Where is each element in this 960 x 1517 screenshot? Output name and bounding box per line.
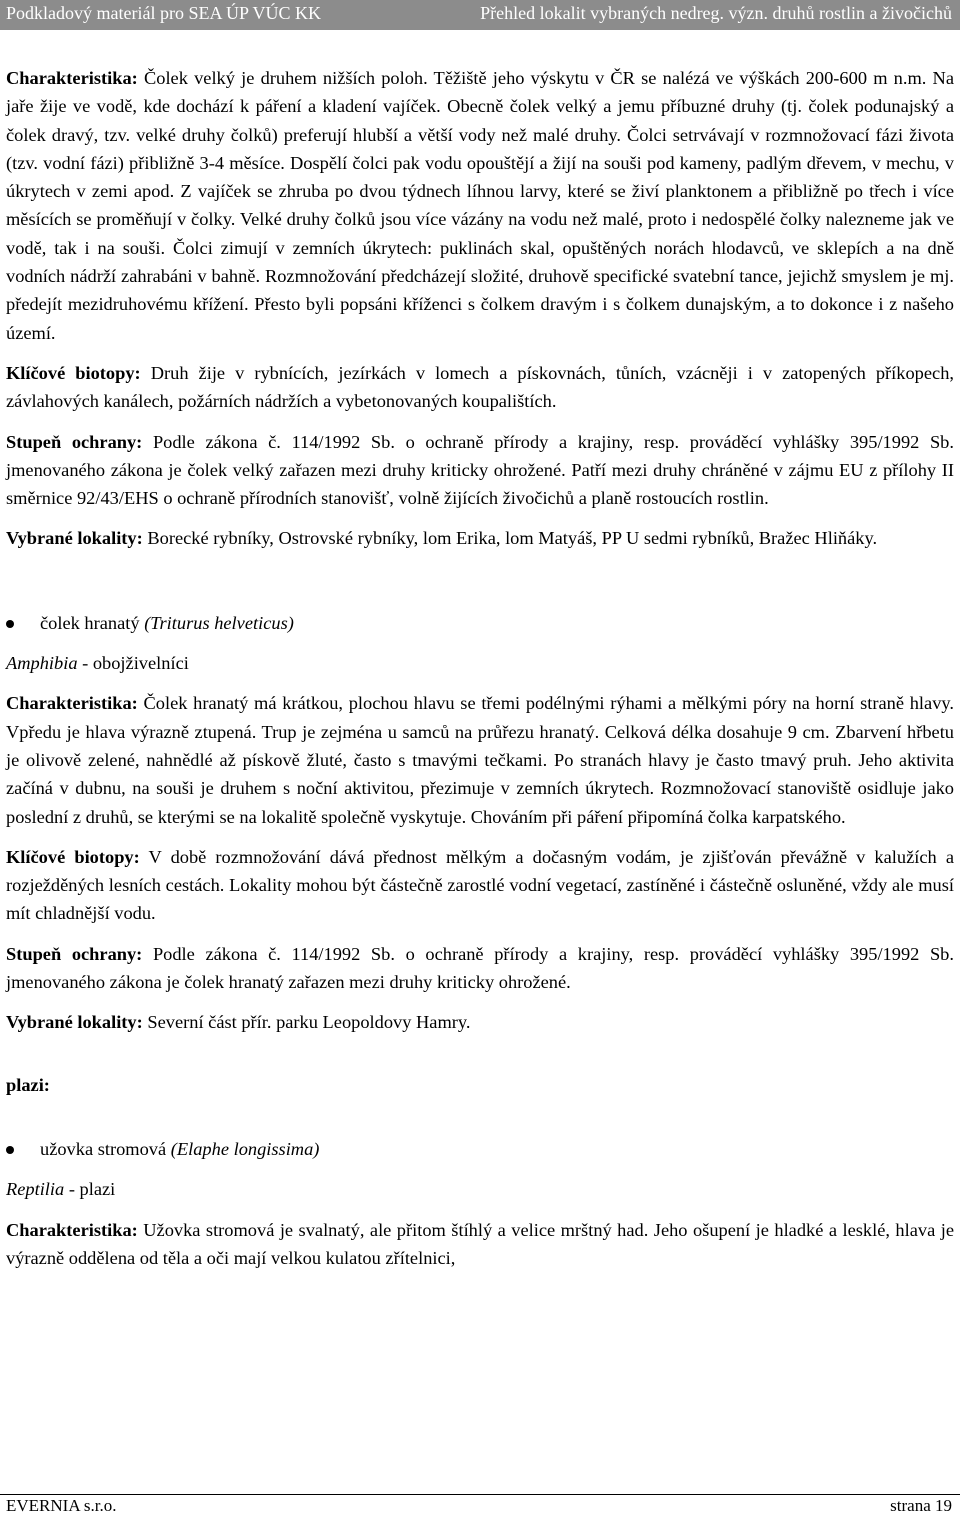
label-characteristics: Charakteristika: bbox=[6, 68, 138, 88]
paragraph-protection-1 bbox=[6, 428, 954, 513]
class-latin: Amphibia bbox=[6, 653, 78, 674]
species-name: užovka stromová bbox=[40, 1138, 167, 1159]
text-characteristics-1: Čolek velký je druhem nižších poloh. Těžiště jeho výskytu v ČR se nalézá ve výškách 200-600 m n.m. Na jaře žije ve vodě, kde dochází k páření a kladení vajíček. Obecně čolek velký a jemu příbuzné druhy (tj. čolek podunajský a čolek dravý, tzv. velké druhy čolků) preferují hlubší a větší vody než malé druhy. Čolci setrvávají v rozmnožovací fázi života (tzv. vodní fázi) přibližně 3-4 měsíce. Dospělí čolci pak vodu opouštějí a žijí na souši pod kameny, padlým dřevem, v mechu, v úkrytech v zemi apod. Z vajíček se zhruba po dvou týdnech líhnou larvy, které se živí planktonem a přibližně po třech i více měsících se proměňují v čolky. Velké druhy čolků jsou více vázány na vodu než malé, proto i nedospělé čolky nalezneme jak ve vodě, tak i na souši. Čolci zimují v zemních úkrytech: puklinách skal, opuštěných norách hlodavců, ve sklepích a na dně vodních nádrží zahrabáni v bahně. Rozmnožování předcházejí složité, druhově specifické svatební tance, jejichž smyslem je mj. předejít mezidruhovému křížení. Přesto byli popsáni kříženci s čolkem dravým i s čolkem dunajským, a to dokonce i z našeho území. bbox=[6, 68, 954, 343]
paragraph-characteristics-3 bbox=[6, 1216, 954, 1273]
paragraph-characteristics-2 bbox=[6, 689, 954, 830]
page-footer bbox=[0, 1494, 960, 1517]
label-protection: Stupeň ochrany: bbox=[6, 943, 143, 964]
page-header bbox=[0, 0, 960, 30]
text-protection-1: Podle zákona č. 114/1992 Sb. o ochraně přírody a krajiny, resp. prováděcí vyhlášky 395/1992 Sb. jmenovaného zákona je čolek velký zařazen mezi druhy kriticky ohrožené. Patří mezi druhy chráněné v zájmu EU z přílohy II směrnice 92/43/EHS o ochraně přírodních stanovišť, volně žijících živočichů a planě rostoucích rostlin. bbox=[6, 431, 954, 509]
class-latin: Reptilia bbox=[6, 1179, 65, 1200]
document-body bbox=[6, 64, 954, 1272]
class-local: - obojživelníci bbox=[77, 653, 189, 674]
bullet-icon bbox=[6, 1146, 14, 1154]
footer-company: EVERNIA s.r.o. bbox=[6, 1496, 117, 1515]
footer-page-number: strana 19 bbox=[890, 1496, 952, 1515]
species-heading-elaphe-longissima bbox=[6, 1135, 954, 1163]
text-localities-1: Borecké rybníky, Ostrovské rybníky, lom Erika, lom Matyáš, PP U sedmi rybníků, Bražec Hliňáky. bbox=[147, 528, 878, 549]
label-localities: Vybrané lokality: bbox=[6, 1012, 143, 1033]
species-latin-name: (Triturus helveticus) bbox=[144, 612, 294, 633]
label-localities: Vybrané lokality: bbox=[6, 528, 143, 549]
paragraph-biotopes-2 bbox=[6, 843, 954, 928]
species-class bbox=[6, 1175, 954, 1203]
text-characteristics-2: Čolek hranatý má krátkou, plochou hlavu se třemi podélnými rýhami a mělkými póry na horní straně hlavy. Vpředu je hlava výrazně ztupená. Trup je zejména u samců na průřezu hranatý. Celková délka dosahuje 9 cm. Zbarvení hřbetu je olivově zelené, nahnědlé až pískově žluté, často s tmavými tečkami. Po stranách hlavy je často tmavý pruh. Jeho aktivita začíná v dubnu, na souši je druhem s noční aktivitou, přezimuje v zemních úkrytech. Rozmnožovací stanoviště osidluje jako poslední z druhů, se kterými se na lokalitě společně vyskytuje. Chováním při páření připomíná čolka karpatského. bbox=[6, 693, 954, 827]
species-name: čolek hranatý bbox=[40, 612, 140, 633]
text-biotopes-2: V době rozmnožování dává přednost mělkým a dočasným vodám, je zjišťován převážně v kalužích a rozježděných lesních cestách. Lokality mohou být částečně zarostlé vodní vegetací, zastíněné i částečně osluněné, vždy ale musí mít chladnější vodu. bbox=[6, 846, 954, 924]
label-protection: Stupeň ochrany: bbox=[6, 431, 143, 452]
text-localities-2: Severní část přír. parku Leopoldovy Hamry. bbox=[147, 1012, 471, 1033]
class-local: - plazi bbox=[64, 1179, 116, 1200]
text-biotopes-1: Druh žije v rybnících, jezírkách v lomech a pískovnách, tůních, vzácněji i v zatopených příkopech, závlahových kanálech, požárních nádržích a vybetonovaných koupalištích. bbox=[6, 362, 954, 412]
header-right-text: Přehled lokalit vybraných nedreg. význ. druhů rostlin a živočichů bbox=[480, 3, 952, 23]
label-characteristics: Charakteristika: bbox=[6, 693, 138, 714]
species-latin-name: (Elaphe longissima) bbox=[170, 1138, 320, 1159]
header-left-text: Podkladový materiál pro SEA ÚP VÚC KK bbox=[6, 3, 321, 23]
label-biotopes: Klíčové biotopy: bbox=[6, 846, 140, 867]
bullet-icon bbox=[6, 620, 14, 628]
text-protection-2: Podle zákona č. 114/1992 Sb. o ochraně přírody a krajiny, resp. prováděcí vyhlášky 395/1992 Sb. jmenovaného zákona je čolek hranatý zařazen mezi druhy kriticky ohrožené. bbox=[6, 943, 954, 993]
paragraph-protection-2 bbox=[6, 940, 954, 997]
label-characteristics: Charakteristika: bbox=[6, 1219, 138, 1240]
paragraph-localities-1 bbox=[6, 524, 954, 552]
paragraph-biotopes-1 bbox=[6, 359, 954, 416]
text-characteristics-3: Užovka stromová je svalnatý, ale přitom štíhlý a velice mrštný had. Jeho ošupení je hladké a lesklé, hlava je výrazně oddělena od těla a oči mají velkou kulatou zřítelnici, bbox=[6, 1219, 954, 1268]
paragraph-localities-2 bbox=[6, 1008, 954, 1036]
group-heading-reptiles: plazi: bbox=[6, 1074, 50, 1095]
species-class bbox=[6, 649, 954, 677]
species-heading-triturus-helveticus bbox=[6, 609, 954, 637]
label-biotopes: Klíčové biotopy: bbox=[6, 362, 141, 383]
paragraph-characteristics-1 bbox=[6, 64, 954, 347]
